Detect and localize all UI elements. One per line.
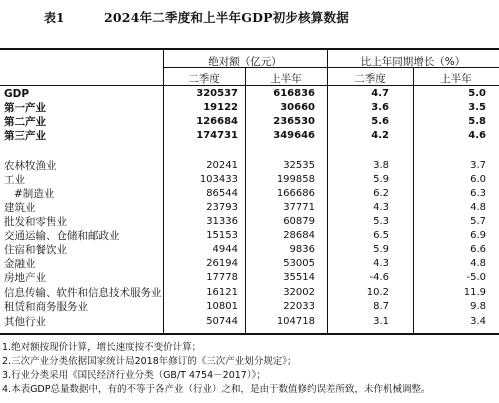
cell-h1: 104718 (276, 316, 315, 327)
cell-h1: 349646 (273, 130, 315, 141)
table-title (0, 7, 499, 27)
cell-q2: 126684 (196, 116, 238, 127)
cell-h1: 53005 (283, 258, 315, 269)
row-label: 其他行业 (4, 316, 46, 328)
cell-g-h1: 5.8 (468, 116, 486, 127)
cell-g-q2: 5.9 (373, 244, 389, 255)
cell-h1: 199858 (276, 174, 315, 185)
cell-q2: 10801 (206, 301, 238, 312)
cell-h1: 30660 (280, 102, 315, 113)
cell-g-h1: 6.0 (470, 174, 486, 185)
cell-g-q2: 3.8 (373, 160, 389, 171)
cell-g-h1: 6.9 (470, 230, 486, 241)
cell-h1: 166686 (276, 188, 315, 199)
row-label: 房地产业 (4, 272, 46, 284)
cell-q2: 50744 (206, 316, 238, 327)
row-label: #制造业 (14, 188, 55, 200)
cell-g-h1: 9.8 (470, 301, 486, 312)
cell-q2: 19122 (203, 102, 238, 113)
cell-g-h1: -5.0 (466, 272, 486, 283)
header-q2-growth: 二季度 (354, 73, 386, 85)
cell-g-h1: 4.6 (468, 130, 486, 141)
cell-g-q2: -4.6 (369, 272, 389, 283)
row-label: 建筑业 (4, 202, 36, 214)
header-growth: 比上年同期增长（%） (360, 56, 466, 68)
note-line: 3.行业分类采用《国民经济行业分类（GB/T 4754－2017）》； (2, 370, 266, 381)
row-label: 第三产业 (4, 130, 46, 142)
cell-g-h1: 5.7 (470, 216, 486, 227)
cell-g-h1: 3.7 (470, 160, 486, 171)
cell-h1: 9836 (289, 244, 315, 255)
cell-q2: 4944 (212, 244, 238, 255)
cell-g-q2: 4.3 (373, 258, 389, 269)
cell-q2: 16121 (206, 287, 238, 298)
cell-h1: 35514 (283, 272, 315, 283)
cell-g-h1: 4.8 (470, 258, 486, 269)
cell-q2: 174731 (196, 130, 238, 141)
row-label: 租赁和商务服务业 (4, 301, 88, 313)
header-h1: 上半年 (270, 73, 302, 85)
cell-q2: 26194 (206, 258, 238, 269)
col-divider-4 (413, 67, 414, 333)
cell-g-q2: 3.6 (371, 102, 389, 113)
top-rule (0, 48, 499, 50)
cell-g-q2: 5.9 (373, 174, 389, 185)
row-label: 第一产业 (4, 102, 46, 114)
cell-h1: 60879 (283, 216, 315, 227)
cell-g-q2: 3.1 (373, 316, 389, 327)
cell-g-q2: 8.7 (373, 301, 389, 312)
bottom-rule (0, 333, 499, 335)
cell-h1: 22033 (283, 301, 315, 312)
note-line: 1.绝对额按现价计算，增长速度按不变价计算； (2, 342, 202, 353)
header-h1-growth: 上半年 (440, 73, 472, 85)
cell-h1: 236530 (273, 116, 315, 127)
table-number: 表1 (44, 11, 65, 25)
cell-h1: 32002 (283, 287, 315, 298)
cell-g-h1: 4.8 (470, 202, 486, 213)
row-label: 住宿和餐饮业 (4, 244, 67, 256)
cell-q2: 17778 (206, 272, 238, 283)
row-label: 金融业 (4, 258, 36, 270)
row-label: 工业 (4, 174, 25, 186)
cell-h1: 28684 (283, 230, 315, 241)
cell-g-q2: 6.2 (373, 188, 389, 199)
cell-g-h1: 11.9 (463, 287, 486, 298)
row-label: 交通运输、仓储和邮政业 (4, 230, 120, 242)
cell-h1: 616836 (273, 88, 315, 99)
cell-g-q2: 10.2 (366, 287, 389, 298)
cell-g-h1: 6.3 (470, 188, 486, 199)
cell-g-h1: 3.5 (468, 102, 486, 113)
note-line: 4.本表GDP总量数据中，有的不等于各产业（行业）之和，是由于数值修约误差所致，未作机械调整。 (2, 384, 431, 395)
cell-g-q2: 6.5 (373, 230, 389, 241)
cell-h1: 32535 (283, 160, 315, 171)
row-label: 信息传输、软件和信息技术服务业 (4, 287, 162, 299)
cell-g-h1: 6.6 (470, 244, 486, 255)
header-q2: 二季度 (188, 73, 220, 85)
header-absolute-amount: 绝对额（亿元） (208, 56, 282, 68)
note-line: 2.三次产业分类依据国家统计局2018年修订的《三次产业划分规定》； (2, 356, 297, 367)
col-divider-1 (163, 50, 164, 333)
row-label: 第二产业 (4, 116, 46, 128)
cell-q2: 103433 (199, 174, 238, 185)
cell-g-q2: 4.7 (371, 88, 389, 99)
row-label: 农林牧渔业 (4, 160, 57, 172)
cell-q2: 31336 (206, 216, 238, 227)
cell-g-q2: 5.3 (373, 216, 389, 227)
cell-q2: 20241 (206, 160, 238, 171)
cell-q2: 23793 (206, 202, 238, 213)
cell-g-q2: 4.3 (373, 202, 389, 213)
cell-g-q2: 4.2 (371, 130, 389, 141)
cell-q2: 15153 (206, 230, 238, 241)
row-label: 批发和零售业 (4, 216, 67, 228)
cell-q2: 320537 (196, 88, 238, 99)
cell-g-q2: 5.6 (371, 116, 389, 127)
cell-q2: 86544 (206, 188, 238, 199)
cell-g-h1: 3.4 (470, 316, 486, 327)
row-label: GDP (4, 88, 30, 100)
cell-g-h1: 5.0 (468, 88, 486, 99)
cell-h1: 37771 (283, 202, 315, 213)
table-title-text: 2024年二季度和上半年GDP初步核算数据 (104, 10, 349, 25)
